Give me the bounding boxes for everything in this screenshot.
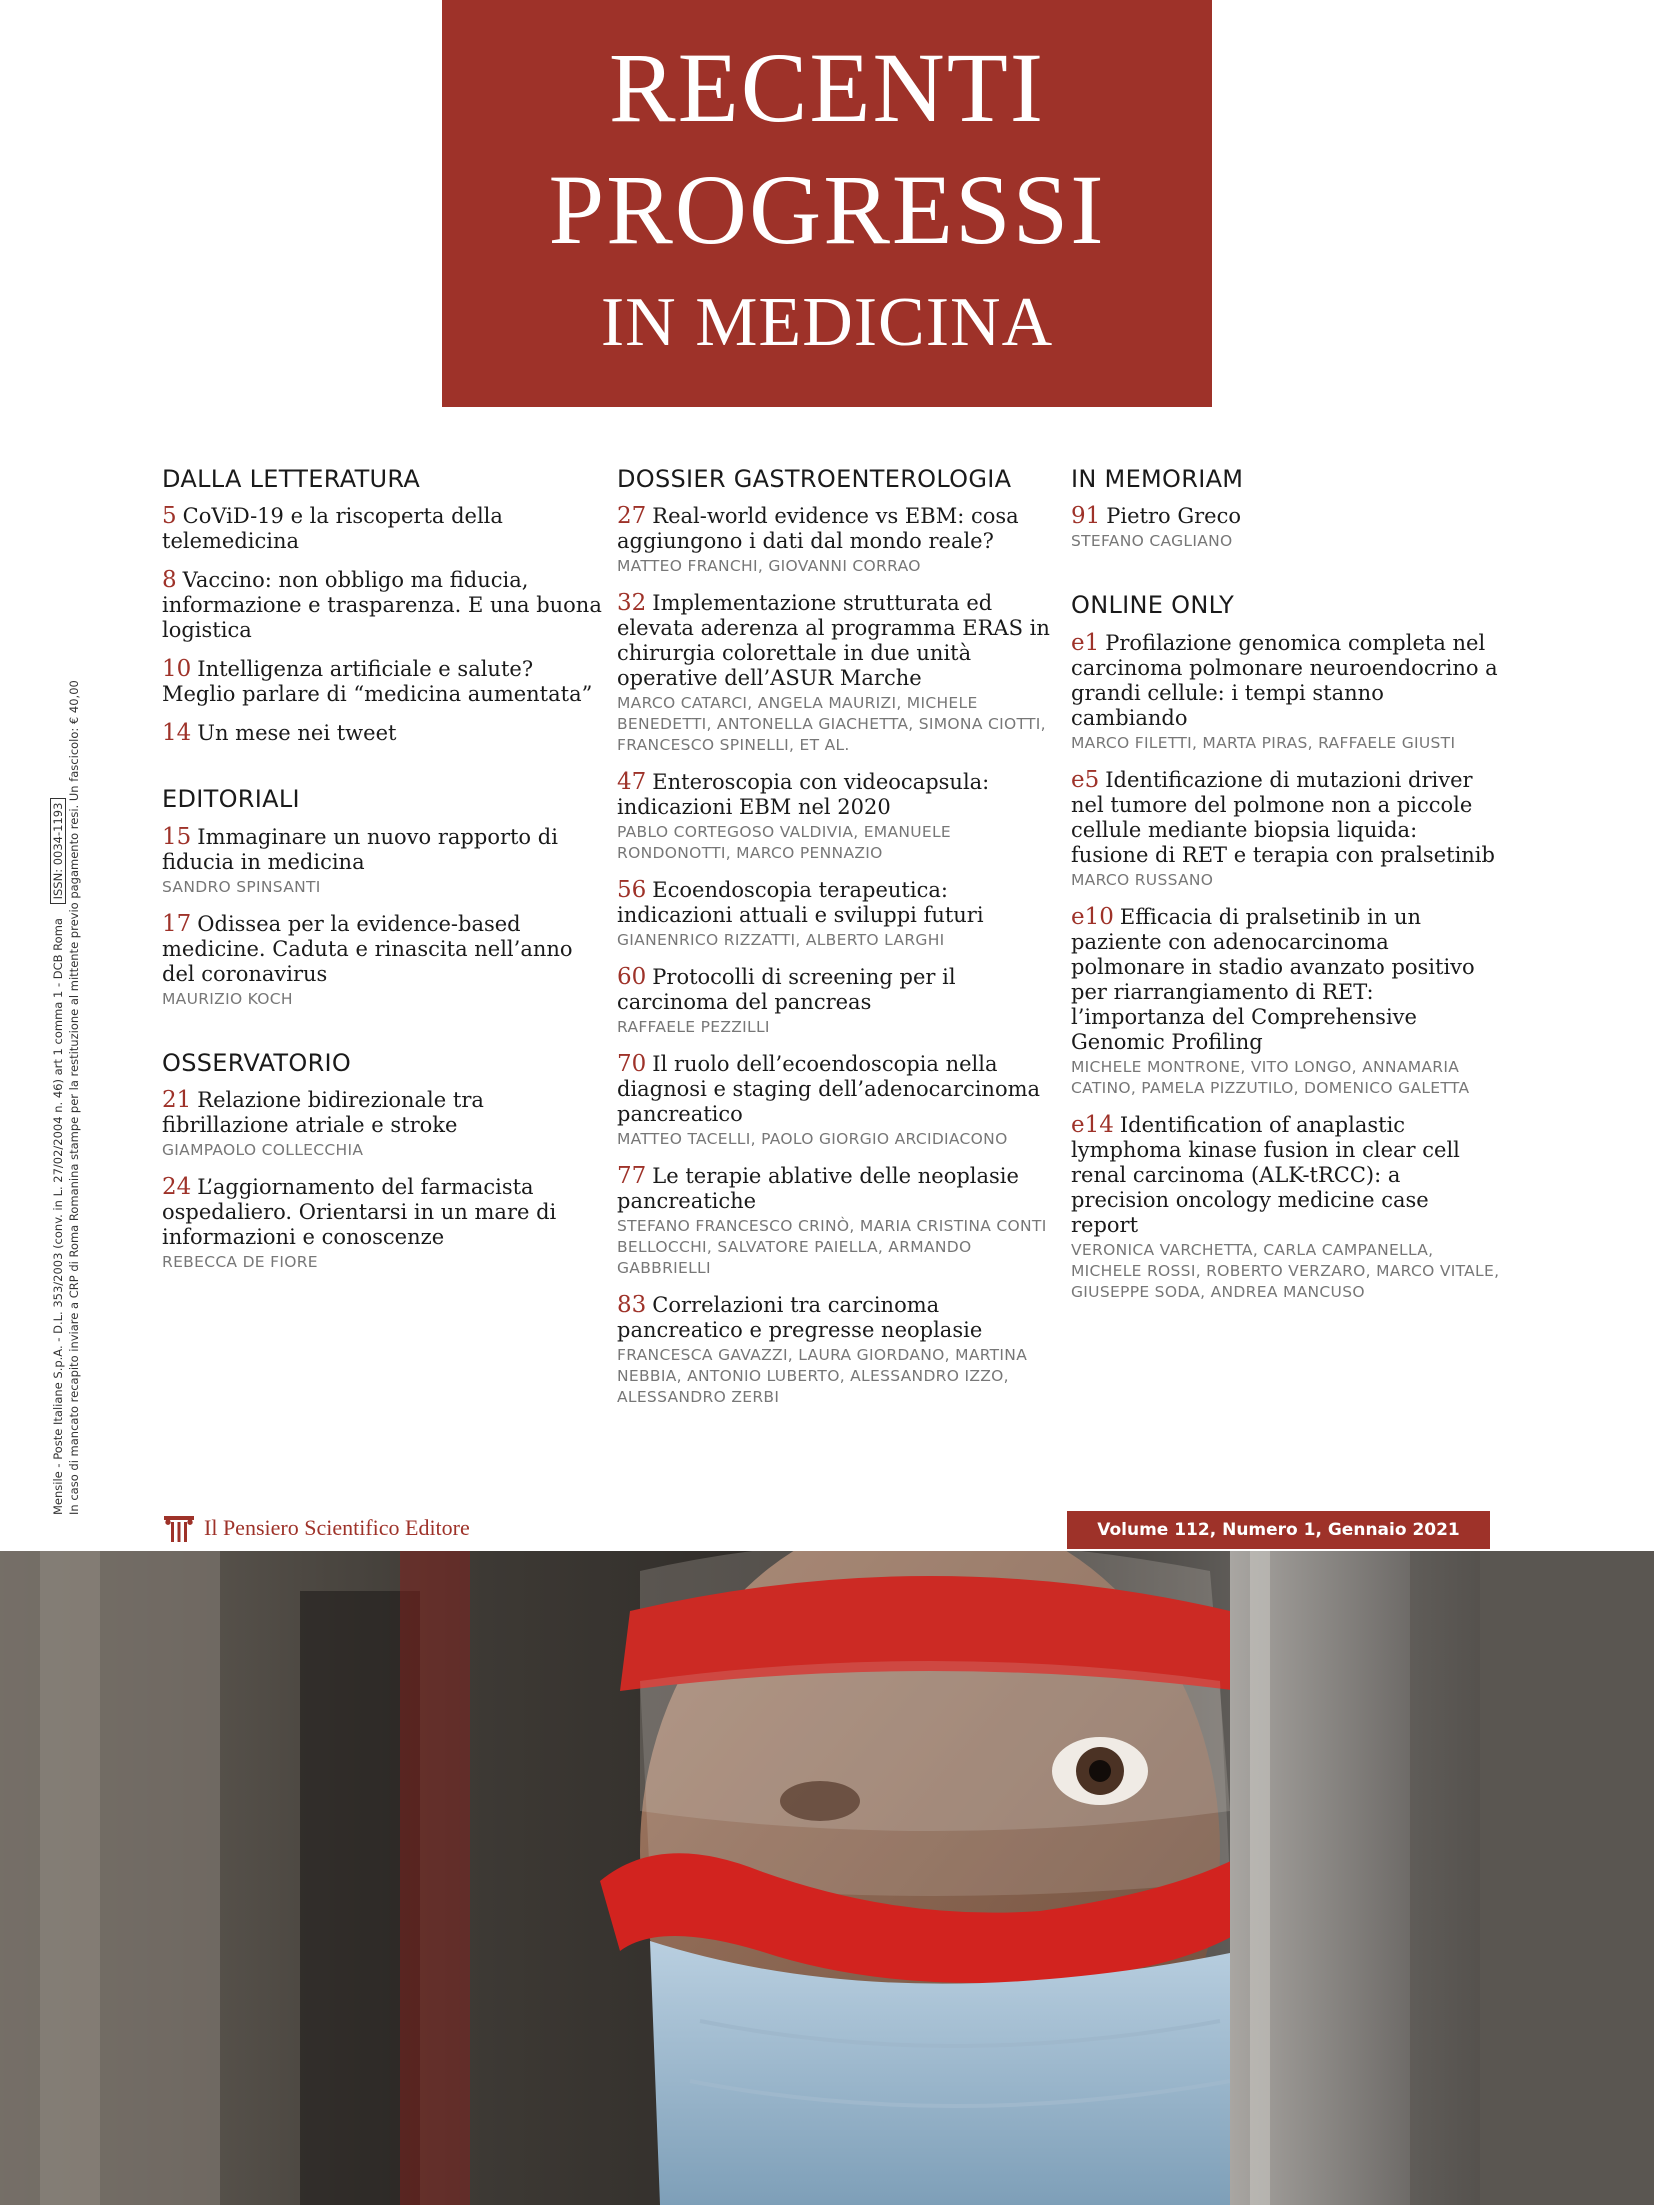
article-title: CoViD-19 e la riscoperta della telemedicina — [162, 504, 503, 554]
page-number: 14 — [162, 720, 192, 747]
entry-heading — [162, 504, 602, 554]
page-number: 27 — [617, 503, 647, 530]
toc-section — [162, 786, 602, 1009]
toc-column-1 — [162, 466, 602, 1313]
toc-entry — [617, 965, 1057, 1038]
article-title: Real-world evidence vs EBM: cosa aggiungono i dati dal mondo reale? — [617, 504, 1019, 554]
article-title: Le terapie ablative delle neoplasie pancreatiche — [617, 1164, 1019, 1214]
article-title: Identification of anaplastic lymphoma kinase fusion in clear cell renal carcinoma (ALK-tRCC): a precision oncology medicine case report — [1071, 1112, 1460, 1237]
article-title: Pietro Greco — [1106, 504, 1241, 529]
article-title: L’aggiornamento del farmacista ospedaliero. Orientarsi in un mare di informazioni e conoscenze — [162, 1175, 557, 1250]
article-authors: GIAMPAOLO COLLECCHIA — [162, 1141, 364, 1160]
page-number: 70 — [617, 1051, 647, 1078]
entry-heading — [617, 878, 1057, 928]
toc-entry — [1071, 504, 1501, 552]
cover-photo — [0, 1551, 1654, 2205]
page-number: 56 — [617, 877, 647, 904]
page-number: 60 — [617, 964, 647, 991]
article-authors: GIANENRICO RIZZATTI, ALBERTO LARGHI — [617, 931, 945, 950]
article-authors: MARCO CATARCI, ANGELA MAURIZI, MICHELE BENEDETTI, ANTONELLA GIACHETTA, SIMONA CIOTTI, FRANCESCO SPINELLI, ET AL. — [617, 694, 1046, 755]
entry-heading — [162, 657, 602, 707]
postal-notice-line1: Mensile - Poste Italiane S.p.A. - D.L. 353/2003 (conv. in L. 27/02/2004 n. 46) art 1 comma 1 - DCB Roma — [51, 918, 65, 1515]
page-number: e14 — [1071, 1111, 1114, 1138]
page-number: 47 — [617, 769, 647, 796]
publisher-name: Il Pensiero Scientifico Editore — [204, 1515, 470, 1540]
article-authors: RAFFAELE PEZZILLI — [617, 1018, 770, 1037]
toc-entry — [162, 825, 602, 898]
publisher-credit — [162, 1510, 470, 1546]
entry-heading — [617, 591, 1057, 691]
toc-section — [617, 466, 1057, 1408]
toc-entry — [1071, 905, 1501, 1099]
postal-notice — [50, 680, 82, 1515]
article-title: Immaginare un nuovo rapporto di fiducia in medicina — [162, 824, 558, 874]
column-capital-icon — [162, 1512, 196, 1544]
toc-entry — [162, 721, 602, 746]
toc-entry — [162, 657, 602, 707]
toc-entry — [617, 1052, 1057, 1150]
article-title: Odissea per la evidence-based medicine. Caduta e rinascita nell’anno del coronavirus — [162, 911, 573, 986]
page-number: 17 — [162, 910, 192, 937]
entry-heading — [1071, 631, 1501, 731]
section-title: ONLINE ONLY — [1071, 591, 1235, 620]
toc-entry — [162, 912, 602, 1010]
masthead-title-line2: PROGRESSI — [548, 154, 1106, 265]
article-authors: STEFANO CAGLIANO — [1071, 532, 1233, 551]
entry-heading — [617, 1164, 1057, 1214]
toc-entry — [162, 1088, 602, 1161]
page-number: 77 — [617, 1163, 647, 1190]
section-title: DALLA LETTERATURA — [162, 465, 421, 493]
page-number: e10 — [1071, 903, 1114, 930]
article-title: Correlazioni tra carcinoma pancreatico e pregresse neoplasie — [617, 1293, 983, 1343]
article-authors: MARCO RUSSANO — [1071, 870, 1214, 889]
toc-entry — [162, 504, 602, 554]
article-title: Vaccino: non obbligo ma fiducia, informazione e trasparenza. E una buona logistica — [162, 568, 602, 643]
section-title: EDITORIALI — [162, 785, 300, 814]
toc-entry — [617, 770, 1057, 864]
entry-heading — [617, 770, 1057, 820]
entry-heading — [1071, 905, 1501, 1055]
article-title: Identificazione di mutazioni driver nel tumore del polmone non a piccole cellule mediante biopsia liquida: fusione di RET e terapia con pralsetinib — [1071, 767, 1495, 867]
toc-entry — [1071, 1113, 1501, 1303]
masthead-title-line1: RECENTI — [608, 32, 1046, 143]
section-title: OSSERVATORIO — [162, 1048, 352, 1077]
masthead — [442, 0, 1212, 407]
section-title: DOSSIER GASTROENTEROLOGIA — [617, 465, 1012, 493]
article-authors: REBECCA DE FIORE — [162, 1253, 318, 1272]
toc-entry — [162, 1175, 602, 1273]
page-number: 15 — [162, 823, 192, 850]
toc-entry — [617, 878, 1057, 951]
toc-column-3 — [1071, 466, 1501, 1343]
article-authors: STEFANO FRANCESCO CRINÒ, MARIA CRISTINA CONTI BELLOCCHI, SALVATORE PAIELLA, ARMANDO GABBRIELLI — [617, 1217, 1047, 1278]
article-title: Implementazione strutturata ed elevata aderenza al programma ERAS in chirurgia colorettale in due unità operative dell’ASUR Marche — [617, 591, 1050, 691]
issn-box: ISSN: 0034-1193 — [50, 798, 66, 905]
page-number: 83 — [617, 1292, 647, 1319]
page-number: 21 — [162, 1087, 192, 1114]
entry-heading — [617, 1293, 1057, 1343]
entry-heading — [162, 912, 602, 987]
page-number: 8 — [162, 567, 177, 594]
entry-heading — [1071, 504, 1501, 529]
article-title: Profilazione genomica completa nel carcinoma polmonare neuroendocrino a grandi cellule: i tempi stanno cambiando — [1071, 630, 1498, 730]
article-authors: FRANCESCA GAVAZZI, LAURA GIORDANO, MARTINA NEBBIA, ANTONIO LUBERTO, ALESSANDRO IZZO, ALESSANDRO ZERBI — [617, 1346, 1028, 1407]
volume-bar: Volume 112, Numero 1, Gennaio 2021 — [1067, 1511, 1490, 1549]
article-authors: MICHELE MONTRONE, VITO LONGO, ANNAMARIA CATINO, PAMELA PIZZUTILO, DOMENICO GALETTA — [1071, 1057, 1470, 1097]
entry-heading — [162, 721, 602, 746]
article-authors: MATTEO FRANCHI, GIOVANNI CORRAO — [617, 557, 921, 576]
toc-section — [162, 466, 602, 746]
entry-heading — [617, 504, 1057, 554]
entry-heading — [617, 1052, 1057, 1127]
page-number: e5 — [1071, 766, 1100, 793]
article-authors: MATTEO TACELLI, PAOLO GIORGIO ARCIDIACONO — [617, 1130, 1008, 1149]
entry-heading — [162, 825, 602, 875]
page-number: 5 — [162, 503, 177, 530]
entry-heading — [162, 1175, 602, 1250]
article-authors: SANDRO SPINSANTI — [162, 877, 321, 896]
entry-heading — [162, 568, 602, 643]
toc-section — [1071, 466, 1501, 552]
entry-heading — [617, 965, 1057, 1015]
article-title: Il ruolo dell’ecoendoscopia nella diagnosi e staging dell’adenocarcinoma pancreatico — [617, 1052, 1041, 1127]
entry-heading — [1071, 768, 1501, 868]
toc-entry — [1071, 768, 1501, 891]
article-title: Enteroscopia con videocapsula: indicazioni EBM nel 2020 — [617, 770, 990, 820]
masthead-title-line3: IN MEDICINA — [600, 284, 1054, 361]
article-title: Intelligenza artificiale e salute? Meglio parlare di “medicina aumentata” — [162, 657, 593, 707]
page-number: 91 — [1071, 503, 1101, 530]
article-authors: PABLO CORTEGOSO VALDIVIA, EMANUELE RONDONOTTI, MARCO PENNAZIO — [617, 823, 952, 863]
page-number: e1 — [1071, 629, 1100, 656]
article-title: Un mese nei tweet — [197, 721, 397, 746]
article-title: Relazione bidirezionale tra fibrillazione atriale e stroke — [162, 1088, 484, 1138]
entry-heading — [162, 1088, 602, 1138]
page-number: 24 — [162, 1174, 192, 1201]
article-authors: MAURIZIO KOCH — [162, 989, 293, 1008]
entry-heading — [1071, 1113, 1501, 1238]
article-authors: MARCO FILETTI, MARTA PIRAS, RAFFAELE GIUSTI — [1071, 733, 1456, 752]
toc-entry — [617, 1164, 1057, 1279]
cover-photo-illustration — [0, 1551, 1654, 2205]
toc-entry — [617, 591, 1057, 756]
toc-column-2 — [617, 466, 1057, 1448]
toc-entry — [617, 1293, 1057, 1408]
toc-section — [162, 1050, 602, 1273]
toc-section — [1071, 592, 1501, 1302]
article-title: Ecoendoscopia terapeutica: indicazioni attuali e sviluppi futuri — [617, 878, 984, 928]
article-title: Efficacia di pralsetinib in un paziente con adenocarcinoma polmonare in stadio avanzato positivo per riarrangiamento di RET: l’importanza del Comprehensive Genomic Profiling — [1071, 904, 1475, 1054]
toc-entry — [162, 568, 602, 643]
article-title: Protocolli di screening per il carcinoma del pancreas — [617, 965, 956, 1015]
postal-notice-line2: In caso di mancato recapito inviare a CRP di Roma Romanina stampe per la restituzione al mittente previo pagamento resi. Un fascicolo: € 40,00 — [67, 680, 81, 1515]
section-title: IN MEMORIAM — [1071, 465, 1244, 493]
page-number: 32 — [617, 590, 647, 617]
article-authors: VERONICA VARCHETTA, CARLA CAMPANELLA, MICHELE ROSSI, ROBERTO VERZARO, MARCO VITALE, GIUSEPPE SODA, ANDREA MANCUSO — [1071, 1240, 1500, 1301]
page-number: 10 — [162, 656, 192, 683]
toc-entry — [1071, 631, 1501, 754]
toc-entry — [617, 504, 1057, 577]
